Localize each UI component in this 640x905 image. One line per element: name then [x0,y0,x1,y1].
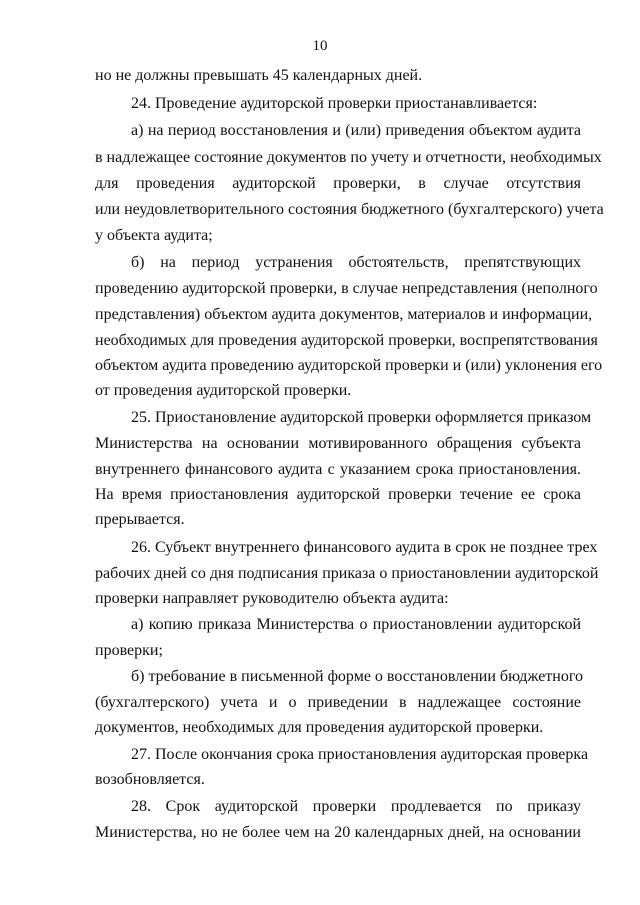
text-line: у объекта аудита; [95,227,213,244]
text-line: (бухгалтерского) учета и о приведении в надлежащее состояние [95,694,581,711]
text-line: необходимых для проведения аудиторской проверки, воспрепятствования [95,332,598,349]
text-line: документов, необходимых для проведения аудиторской проверки. [95,719,544,736]
page-number: 10 [312,38,328,54]
text-line: возобновляется. [95,771,205,788]
text-line: На время приостановления аудиторской проверки течение ее срока [95,486,581,503]
text-line: 28. Срок аудиторской проверки продлевается по приказу [131,798,581,815]
text-line: в надлежащее состояние документов по учету и отчетности, необходимых [95,149,602,166]
text-line: объектом аудита проведению аудиторской проверки и (или) уклонения его [95,357,603,374]
text-line: б) на период устранения обстоятельств, препятствующих [131,254,581,271]
text-line: б) требование в письменной форме о восстановлении бюджетного [131,668,584,685]
text-line: представления) объектом аудита документов, материалов и информации, [95,306,593,323]
text-line: а) на период восстановления и (или) приведения объектом аудита [131,122,581,139]
text-line: 27. После окончания срока приостановления аудиторская проверка [131,746,589,763]
text-line: или неудовлетворительного состояния бюджетного (бухгалтерского) учета [95,201,604,218]
text-line: проведению аудиторской проверки, в случае непредставления (неполного [95,280,598,297]
text-line: прерывается. [95,511,185,528]
text-line: 26. Субъект внутреннего финансового аудита в срок не позднее трех [131,539,598,556]
text-line: внутреннего финансового аудита с указанием срока приостановления. [95,461,581,478]
text-line: 24. Проведение аудиторской проверки приостанавливается: [131,95,538,112]
text-line: рабочих дней со дня подписания приказа о приостановлении аудиторской [95,565,599,582]
text-line: Министерства на основании мотивированного обращения субъекта [95,435,581,452]
text-line: для проведения аудиторской проверки, в случае отсутствия [95,175,581,192]
text-line: от проведения аудиторской проверки. [95,382,352,399]
text-line: проверки направляет руководителю объекта аудита: [95,590,449,607]
text-line: проверки; [95,642,163,659]
text-line: а) копию приказа Министерства о приостановлении аудиторской [131,616,581,633]
text-line: но не должны превышать 45 календарных дней. [95,67,423,84]
text-line: Министерства, но не более чем на 20 календарных дней, на основании [95,824,581,841]
text-line: 25. Приостановление аудиторской проверки оформляется приказом [131,409,592,426]
